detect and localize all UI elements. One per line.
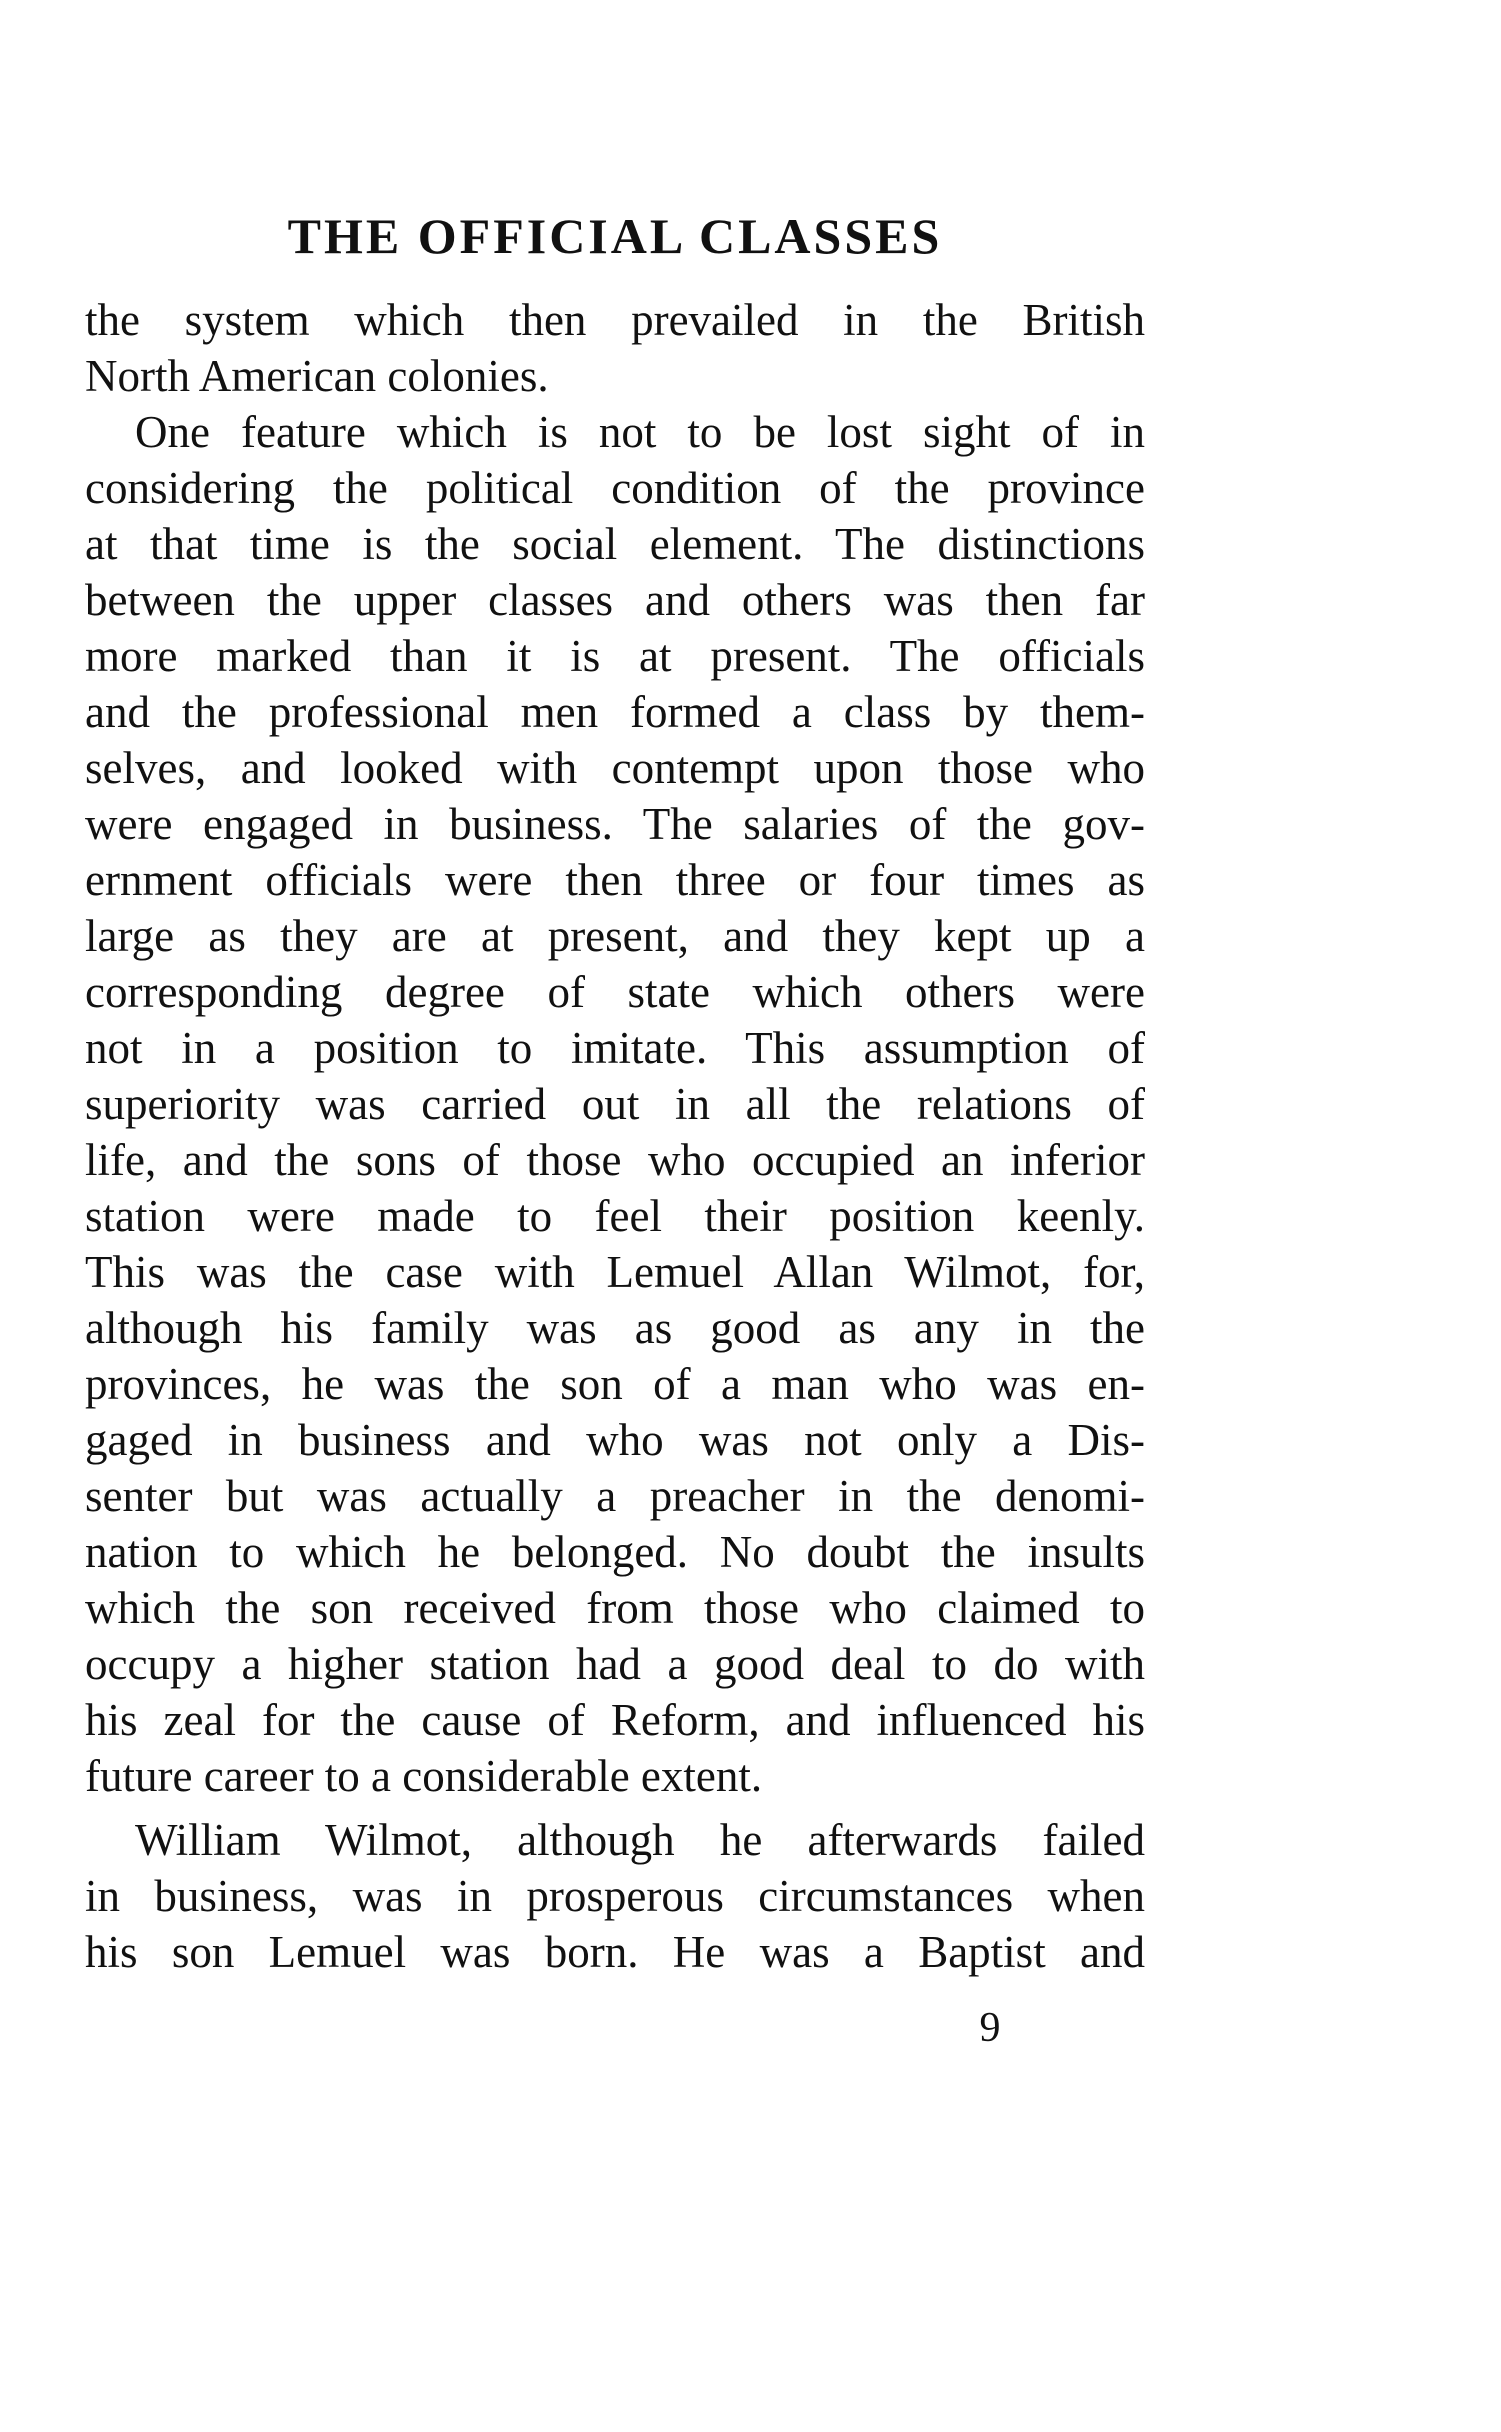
- text-line: the system which then prevailed in the British: [85, 295, 1145, 345]
- text-line: station were made to feel their position keenly.: [85, 1191, 1145, 1241]
- text-line: nation to which he belonged. No doubt the insults: [85, 1527, 1145, 1577]
- text-line: in business, was in prosperous circumstances when: [85, 1871, 1145, 1921]
- text-line: not in a position to imitate. This assumption of: [85, 1023, 1145, 1073]
- text-line: although his family was as good as any in the: [85, 1303, 1145, 1353]
- text-line: One feature which is not to be lost sight of in: [135, 407, 1145, 457]
- text-line: large as they are at present, and they kept up a: [85, 911, 1145, 961]
- text-line: and the professional men formed a class by them-: [85, 687, 1145, 737]
- page-number: 9: [979, 2005, 1001, 2051]
- text-line: considering the political condition of the province: [85, 463, 1145, 513]
- text-line: his zeal for the cause of Reform, and influenced his: [85, 1695, 1145, 1745]
- text-line: which the son received from those who claimed to: [85, 1583, 1145, 1633]
- text-line: at that time is the social element. The distinctions: [85, 519, 1145, 569]
- text-line: corresponding degree of state which others were: [85, 967, 1145, 1017]
- text-line: William Wilmot, although he afterwards failed: [135, 1815, 1145, 1865]
- running-header: THE OFFICIAL CLASSES: [287, 208, 943, 264]
- text-line: superiority was carried out in all the relations of: [85, 1079, 1145, 1129]
- text-line: provinces, he was the son of a man who was en-: [85, 1359, 1145, 1409]
- text-line: were engaged in business. The salaries of the gov-: [85, 799, 1145, 849]
- text-line: gaged in business and who was not only a Dis-: [85, 1415, 1145, 1465]
- text-line: life, and the sons of those who occupied an inferior: [85, 1135, 1145, 1185]
- text-line: his son Lemuel was born. He was a Baptist and: [85, 1927, 1145, 1977]
- text-line: more marked than it is at present. The officials: [85, 631, 1145, 681]
- text-line: future career to a considerable extent.: [85, 1751, 763, 1801]
- text-line: North American colonies.: [85, 351, 549, 401]
- text-line: This was the case with Lemuel Allan Wilmot, for,: [85, 1247, 1145, 1297]
- text-line: senter but was actually a preacher in the denomi-: [85, 1471, 1145, 1521]
- text-line: selves, and looked with contempt upon those who: [85, 743, 1145, 793]
- text-line: between the upper classes and others was then far: [85, 575, 1145, 625]
- text-line: occupy a higher station had a good deal to do with: [85, 1639, 1145, 1689]
- text-line: ernment officials were then three or four times as: [85, 855, 1145, 905]
